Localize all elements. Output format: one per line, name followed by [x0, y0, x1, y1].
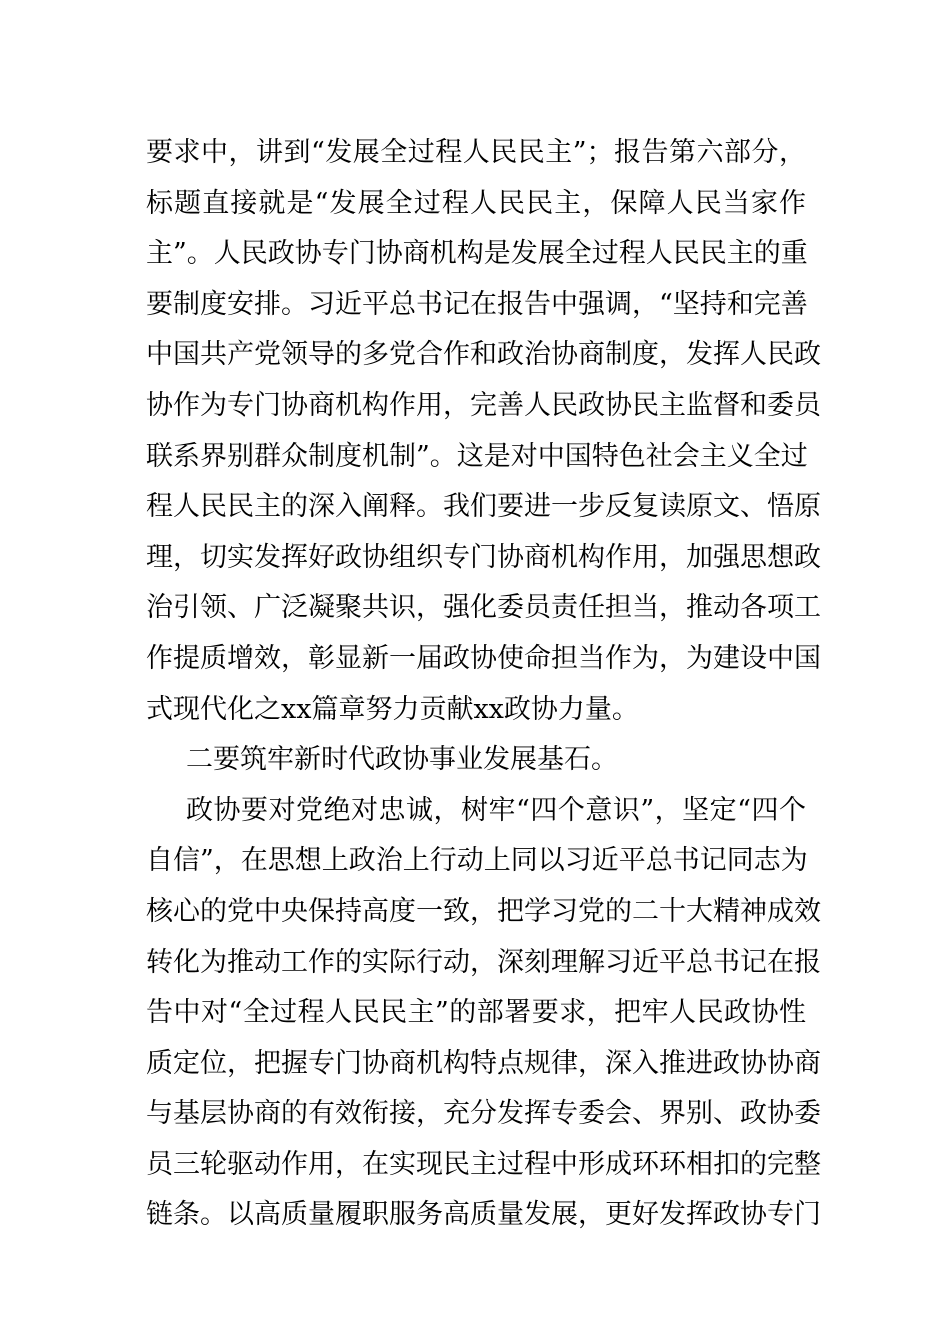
paragraph-line: 标题直接就是“发展全过程人民民主，保障人民当家作 [146, 187, 806, 219]
paragraph-line: 式现代化之xx篇章努力贡献xx政协力量。 [146, 693, 639, 725]
paragraph-line: 员三轮驱动作用，在实现民主过程中形成环环相扣的完整 [146, 1148, 821, 1180]
paragraph-1 [146, 128, 821, 735]
paragraph-line: 主”。人民政协专门协商机构是发展全过程人民民主的重 [146, 238, 808, 270]
paragraph-line: 治引领、广泛凝聚共识，强化委员责任担当，推动各项工 [146, 592, 821, 624]
paragraph-line: 核心的党中央保持高度一致，把学习党的二十大精神成效 [146, 895, 821, 927]
paragraph-line: 联系界别群众制度机制”。这是对中国特色社会主义全过 [146, 440, 808, 472]
paragraph-line: 自信”，在思想上政治上行动上同以习近平总书记同志为 [146, 845, 808, 877]
paragraph-line: 转化为推动工作的实际行动，深刻理解习近平总书记在报 [146, 946, 821, 978]
paragraph-line: 政协要对党绝对忠诚，树牢“四个意识”，坚定“四个 [186, 794, 806, 826]
paragraph-line: 程人民民主的深入阐释。我们要进一步反复读原文、悟原 [146, 491, 821, 523]
paragraph-line: 协作为专门协商机构作用，完善人民政协民主监督和委员 [146, 389, 821, 421]
paragraph-line: 理，切实发挥好政协组织专门协商机构作用，加强思想政 [146, 541, 821, 573]
paragraph-3 [146, 786, 821, 1241]
paragraph-line: 要制度安排。习近平总书记在报告中强调，“坚持和完善 [146, 288, 808, 320]
document-body [146, 128, 821, 1241]
paragraph-line: 告中对“全过程人民民主”的部署要求，把牢人民政协性 [146, 997, 806, 1029]
paragraph-line: 链条。以高质量履职服务高质量发展，更好发挥政协专门 [146, 1199, 821, 1231]
paragraph-line: 与基层协商的有效衔接，充分发挥专委会、界别、政协委 [146, 1098, 821, 1130]
paragraph-line: 中国共产党领导的多党合作和政治协商制度，发挥人民政 [146, 339, 821, 371]
paragraph-line: 作提质增效，彰显新一届政协使命担当作为，为建设中国 [146, 642, 821, 674]
paragraph-line: 要求中，讲到“发展全过程人民民主”；报告第六部分， [146, 137, 806, 168]
section-heading [146, 735, 806, 786]
heading-line: 二要筑牢新时代政协事业发展基石。 [186, 744, 618, 776]
paragraph-line: 质定位，把握专门协商机构特点规律，深入推进政协协商 [146, 1047, 821, 1079]
